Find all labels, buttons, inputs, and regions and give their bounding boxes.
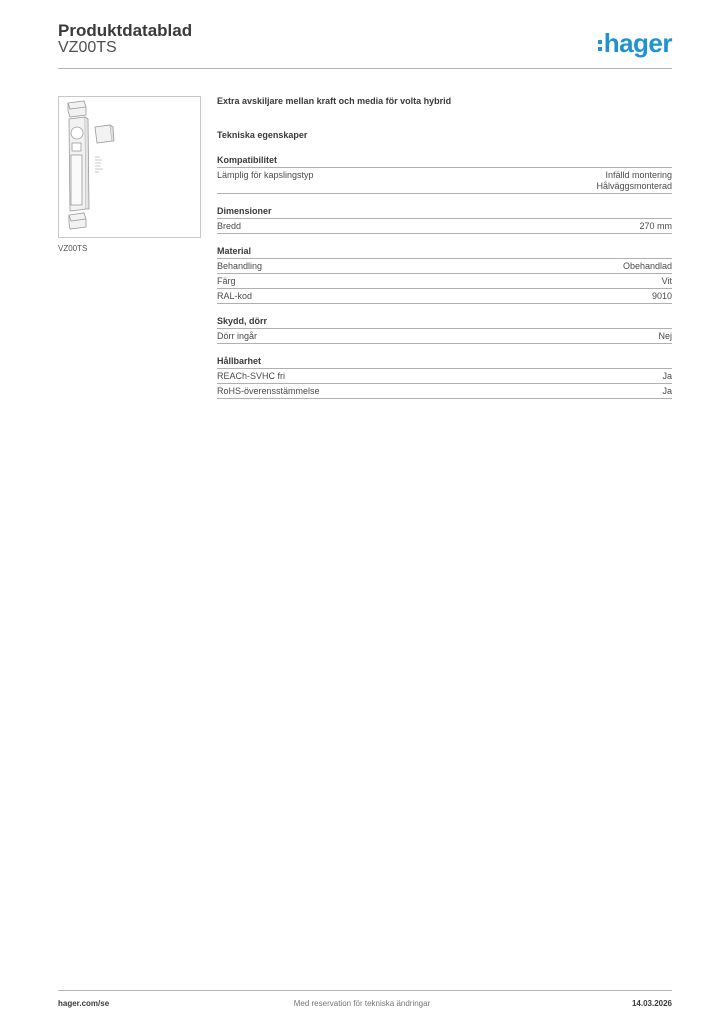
spec-groups: [217, 155, 672, 399]
spec-group-title: Kompatibilitet: [217, 155, 672, 168]
spec-group-title: Hållbarhet: [217, 356, 672, 369]
product-image: [58, 96, 201, 238]
spec-value-line: Nej: [658, 331, 672, 341]
spec-label: Färg: [217, 276, 236, 286]
spec-label: Lämplig för kapslingstyp: [217, 170, 314, 180]
spec-value-line: 9010: [651, 291, 672, 301]
spec-row: [217, 369, 672, 384]
spec-value: [662, 386, 672, 397]
spec-value: [662, 276, 672, 287]
spec-row: [217, 219, 672, 234]
spec-row: [217, 384, 672, 399]
spec-value-line: Vit: [661, 276, 672, 286]
hager-logo: [598, 28, 672, 59]
spec-group-title: Skydd, dörr: [217, 316, 672, 329]
spec-value-line: Infälld montering: [605, 170, 672, 180]
spec-row: [217, 259, 672, 274]
product-code: VZ00TS: [58, 39, 117, 56]
spec-row: [217, 274, 672, 289]
spec-value-line: Obehandlad: [622, 261, 672, 271]
header-divider: [58, 68, 672, 69]
spec-value: [623, 261, 672, 272]
spec-label: Bredd: [217, 221, 242, 231]
spec-label: RoHS-överensstämmelse: [217, 386, 320, 396]
logo-dots-icon: [598, 40, 602, 51]
spec-value: [652, 291, 672, 302]
product-description: Extra avskiljare mellan kraft och media för volta hybrid: [217, 96, 452, 106]
footer-date: 14.03.2026: [631, 999, 672, 1008]
spec-group: [217, 155, 672, 194]
footer-website-link[interactable]: hager.com/se: [58, 999, 110, 1008]
spec-content: [217, 96, 672, 411]
spec-group-title: Material: [217, 246, 672, 259]
spec-label: Dörr ingår: [217, 331, 258, 341]
footer-disclaimer: Med reservation för tekniska ändringar: [293, 999, 431, 1008]
spec-value-line: Ja: [662, 386, 672, 396]
spec-value-line: 270 mm: [639, 221, 672, 231]
spec-row: [217, 289, 672, 304]
spec-value: [596, 170, 672, 192]
spec-group: [217, 316, 672, 344]
product-drawing-icon: [59, 97, 200, 237]
spec-group: [217, 246, 672, 304]
spec-value: [639, 221, 672, 232]
spec-value: [662, 371, 672, 382]
footer-divider: [58, 990, 672, 991]
page-title: Produktdatablad: [58, 21, 193, 40]
spec-label: REACh-SVHC fri: [217, 371, 286, 381]
spec-label: Behandling: [217, 261, 263, 271]
spec-group: [217, 206, 672, 234]
logo-text: hager: [603, 28, 672, 58]
spec-group-title: Dimensioner: [217, 206, 672, 219]
spec-label: RAL-kod: [217, 291, 253, 301]
image-caption: VZ00TS: [58, 244, 88, 253]
spec-value-line: Hålväggsmonterad: [596, 181, 672, 191]
spec-group: [217, 356, 672, 399]
spec-value: [658, 331, 672, 342]
spec-row: [217, 329, 672, 344]
spec-row: [217, 168, 672, 194]
section-title: Tekniska egenskaper: [217, 130, 308, 140]
spec-value-line: Ja: [662, 371, 672, 381]
